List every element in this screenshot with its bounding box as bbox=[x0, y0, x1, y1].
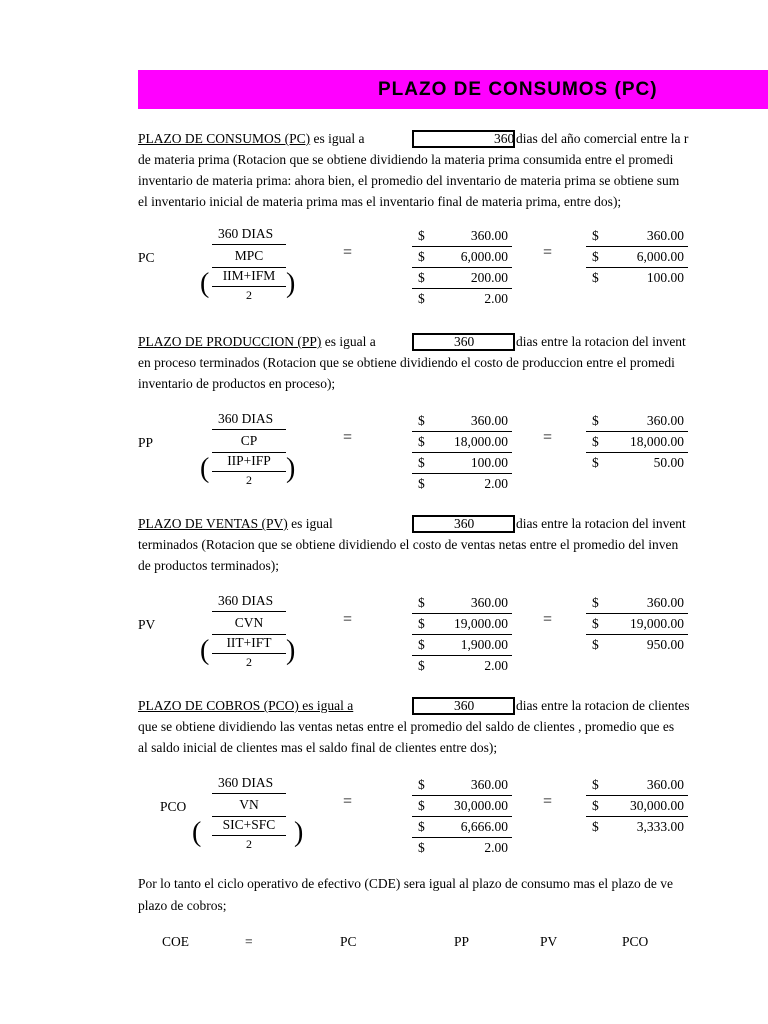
currency-symbol: $ bbox=[592, 434, 599, 449]
days-input-box[interactable] bbox=[412, 130, 515, 148]
currency-symbol: $ bbox=[592, 616, 599, 631]
value-number: 200.00 bbox=[470, 270, 508, 285]
equals-sign-1: = bbox=[343, 429, 353, 446]
formula-frac-num: SIC+SFC bbox=[222, 817, 276, 832]
fraction-bar-low bbox=[212, 835, 286, 836]
value-cell bbox=[418, 411, 508, 431]
value-cell bbox=[418, 817, 508, 837]
title-banner bbox=[138, 70, 768, 109]
formula-days: 360 DIAS bbox=[218, 775, 274, 790]
formula-days: 360 DIAS bbox=[218, 226, 274, 241]
currency-symbol: $ bbox=[418, 434, 425, 449]
col1-rule-3 bbox=[412, 473, 512, 474]
section-text-line: el inventario inicial de materia prima mas el inventario final de materia prima, entre dos); bbox=[138, 194, 622, 209]
formula-frac-num: IIM+IFM bbox=[222, 268, 276, 283]
value-number: 19,000.00 bbox=[630, 616, 684, 631]
formula-frac-den: 2 bbox=[246, 655, 252, 669]
paren-open: ( bbox=[192, 817, 202, 848]
value-cell bbox=[592, 593, 684, 613]
value-number: 360.00 bbox=[470, 777, 508, 792]
value-cell bbox=[592, 432, 684, 452]
paren-close: ) bbox=[286, 635, 296, 666]
section-text-line: en proceso terminados (Rotacion que se obtiene dividiendo el costo de produccion entre el promedi bbox=[138, 355, 675, 370]
paren-close: ) bbox=[294, 817, 304, 848]
formula-frac-den: 2 bbox=[246, 288, 252, 302]
equals-sign-1: = bbox=[343, 244, 353, 261]
currency-symbol: $ bbox=[592, 228, 599, 243]
final-coe: COE bbox=[162, 934, 189, 949]
section-heading-row bbox=[138, 332, 376, 352]
value-cell bbox=[418, 268, 508, 288]
section-text-line: al saldo inicial de clientes mas el saldo final de clientes entre dos); bbox=[138, 740, 498, 755]
currency-symbol: $ bbox=[592, 595, 599, 610]
col2-rule-2 bbox=[586, 634, 688, 635]
formula-numerator: MPC bbox=[234, 248, 264, 263]
currency-symbol: $ bbox=[418, 413, 425, 428]
days-input-value: 360 bbox=[454, 698, 475, 713]
currency-symbol: $ bbox=[418, 819, 425, 834]
paren-open: ( bbox=[200, 268, 210, 299]
value-number: 2.00 bbox=[484, 840, 508, 855]
value-number: 2.00 bbox=[484, 476, 508, 491]
value-number: 360.00 bbox=[646, 777, 684, 792]
final-equals: = bbox=[245, 934, 253, 949]
value-cell bbox=[418, 432, 508, 452]
value-cell bbox=[418, 289, 508, 309]
value-cell bbox=[418, 226, 508, 246]
section-after-box-text: dias entre la rotacion de clientes bbox=[516, 698, 690, 713]
col2-rule-1 bbox=[586, 613, 688, 614]
value-cell bbox=[418, 838, 508, 858]
value-cell bbox=[592, 775, 684, 795]
currency-symbol: $ bbox=[592, 249, 599, 264]
value-number: 2.00 bbox=[484, 291, 508, 306]
section-heading: PLAZO DE COBROS (PCO) es igual a bbox=[138, 698, 354, 713]
formula-days: 360 DIAS bbox=[218, 593, 274, 608]
section-text-line: de productos terminados); bbox=[138, 558, 279, 573]
equals-sign-2: = bbox=[543, 244, 553, 261]
section-heading-suffix: es igual bbox=[287, 516, 333, 531]
section-text-line: inventario de materia prima: ahora bien, el promedio del inventario de materia prima se obtiene sum bbox=[138, 173, 680, 188]
value-number: 50.00 bbox=[653, 455, 684, 470]
value-cell bbox=[592, 268, 684, 288]
col1-rule-3 bbox=[412, 288, 512, 289]
value-number: 950.00 bbox=[646, 637, 684, 652]
formula-label: PCO bbox=[160, 799, 187, 814]
value-cell bbox=[592, 247, 684, 267]
formula-frac-num: IIT+IFT bbox=[226, 635, 272, 650]
currency-symbol: $ bbox=[418, 658, 425, 673]
col1-rule-3 bbox=[412, 837, 512, 838]
final-pv: PV bbox=[540, 934, 558, 949]
days-input-value: 360 bbox=[454, 516, 475, 531]
fraction-bar-low bbox=[212, 653, 286, 654]
value-number: 360.00 bbox=[646, 228, 684, 243]
value-cell bbox=[418, 635, 508, 655]
formula-frac-den: 2 bbox=[246, 837, 252, 851]
col1-rule-1 bbox=[412, 613, 512, 614]
currency-symbol: $ bbox=[592, 637, 599, 652]
col1-rule-1 bbox=[412, 795, 512, 796]
value-cell bbox=[418, 474, 508, 494]
value-number: 360.00 bbox=[646, 413, 684, 428]
formula-label: PP bbox=[138, 435, 154, 450]
paren-close: ) bbox=[286, 268, 296, 299]
section-heading: PLAZO DE CONSUMOS (PC) bbox=[138, 131, 311, 146]
fraction-bar-low bbox=[212, 471, 286, 472]
value-cell bbox=[418, 247, 508, 267]
conclusion-line-1: Por lo tanto el ciclo operativo de efectivo (CDE) sera igual al plazo de consumo mas el plazo de ve bbox=[138, 876, 673, 891]
value-number: 18,000.00 bbox=[454, 434, 508, 449]
currency-symbol: $ bbox=[418, 270, 425, 285]
value-number: 360.00 bbox=[470, 413, 508, 428]
currency-symbol: $ bbox=[418, 798, 425, 813]
formula-numerator: CVN bbox=[234, 615, 264, 630]
final-pp: PP bbox=[454, 934, 470, 949]
equals-sign-2: = bbox=[543, 793, 553, 810]
value-cell bbox=[418, 796, 508, 816]
currency-symbol: $ bbox=[418, 228, 425, 243]
fraction-bar-top bbox=[212, 429, 286, 430]
formula-label: PV bbox=[138, 617, 156, 632]
section-heading-suffix: es igual a bbox=[310, 131, 365, 146]
value-number: 6,666.00 bbox=[460, 819, 508, 834]
fraction-bar-top bbox=[212, 244, 286, 245]
section-heading-row bbox=[138, 129, 365, 149]
paren-open: ( bbox=[200, 635, 210, 666]
currency-symbol: $ bbox=[592, 455, 599, 470]
section-heading: PLAZO DE PRODUCCION (PP) bbox=[138, 334, 322, 349]
value-cell bbox=[418, 614, 508, 634]
col2-rule-2 bbox=[586, 267, 688, 268]
currency-symbol: $ bbox=[592, 413, 599, 428]
value-number: 1,900.00 bbox=[460, 637, 508, 652]
value-cell bbox=[592, 226, 684, 246]
value-number: 100.00 bbox=[646, 270, 684, 285]
section-after-box-text: dias entre la rotacion del invent bbox=[516, 334, 686, 349]
section-heading: PLAZO DE VENTAS (PV) bbox=[138, 516, 288, 531]
formula-frac-den: 2 bbox=[246, 473, 252, 487]
paren-open: ( bbox=[200, 453, 210, 484]
currency-symbol: $ bbox=[418, 637, 425, 652]
col1-rule-2 bbox=[412, 816, 512, 817]
value-cell bbox=[592, 635, 684, 655]
section-text-line: terminados (Rotacion que se obtiene dividiendo el costo de ventas netas entre el promedio del inven bbox=[138, 537, 679, 552]
currency-symbol: $ bbox=[592, 270, 599, 285]
currency-symbol: $ bbox=[418, 455, 425, 470]
section-after-box-text: dias entre la rotacion del invent bbox=[516, 516, 686, 531]
days-input-value: 360 bbox=[454, 334, 475, 349]
value-cell bbox=[592, 817, 684, 837]
equals-sign-1: = bbox=[343, 611, 353, 628]
currency-symbol: $ bbox=[418, 291, 425, 306]
col1-rule-1 bbox=[412, 431, 512, 432]
col2-rule-1 bbox=[586, 795, 688, 796]
currency-symbol: $ bbox=[592, 777, 599, 792]
days-input-box[interactable] bbox=[412, 697, 515, 715]
formula-numerator: VN bbox=[239, 797, 259, 812]
equals-sign-1: = bbox=[343, 793, 353, 810]
value-cell bbox=[592, 614, 684, 634]
col2-rule-1 bbox=[586, 246, 688, 247]
section-text-line: que se obtiene dividiendo las ventas netas entre el promedio del saldo de clientes , promedio que es bbox=[138, 719, 675, 734]
value-cell bbox=[592, 411, 684, 431]
final-pc: PC bbox=[340, 934, 357, 949]
currency-symbol: $ bbox=[592, 798, 599, 813]
col1-rule-3 bbox=[412, 655, 512, 656]
page-title: PLAZO DE CONSUMOS (PC) bbox=[378, 79, 658, 100]
days-input-box[interactable] bbox=[412, 333, 515, 351]
value-cell bbox=[592, 796, 684, 816]
formula-label: PC bbox=[138, 250, 155, 265]
currency-symbol: $ bbox=[418, 476, 425, 491]
final-pco: PCO bbox=[622, 934, 649, 949]
value-number: 30,000.00 bbox=[454, 798, 508, 813]
col1-rule-1 bbox=[412, 246, 512, 247]
conclusion-line-2: plazo de cobros; bbox=[138, 898, 227, 913]
equals-sign-2: = bbox=[543, 611, 553, 628]
section-heading-row bbox=[138, 696, 353, 716]
currency-symbol: $ bbox=[418, 840, 425, 855]
col1-rule-2 bbox=[412, 267, 512, 268]
fraction-bar-top bbox=[212, 611, 286, 612]
value-cell bbox=[418, 593, 508, 613]
value-number: 6,000.00 bbox=[636, 249, 684, 264]
currency-symbol: $ bbox=[418, 777, 425, 792]
value-number: 19,000.00 bbox=[454, 616, 508, 631]
col1-rule-2 bbox=[412, 634, 512, 635]
equals-sign-2: = bbox=[543, 429, 553, 446]
section-text-line: de materia prima (Rotacion que se obtiene dividiendo la materia prima consumida entre el promedi bbox=[138, 152, 674, 167]
days-input-box[interactable] bbox=[412, 515, 515, 533]
value-number: 360.00 bbox=[646, 595, 684, 610]
currency-symbol: $ bbox=[418, 595, 425, 610]
currency-symbol: $ bbox=[418, 616, 425, 631]
formula-days: 360 DIAS bbox=[218, 411, 274, 426]
section-heading-row bbox=[138, 514, 333, 534]
value-cell bbox=[418, 775, 508, 795]
value-cell bbox=[418, 453, 508, 473]
formula-frac-num: IIP+IFP bbox=[227, 453, 271, 468]
formula-numerator: CP bbox=[240, 433, 258, 448]
value-number: 3,333.00 bbox=[636, 819, 684, 834]
value-number: 18,000.00 bbox=[630, 434, 684, 449]
value-number: 360.00 bbox=[470, 228, 508, 243]
value-number: 360.00 bbox=[470, 595, 508, 610]
value-number: 100.00 bbox=[470, 455, 508, 470]
value-cell bbox=[592, 453, 684, 473]
value-cell bbox=[418, 656, 508, 676]
fraction-bar-top bbox=[212, 793, 286, 794]
fraction-bar-low bbox=[212, 286, 286, 287]
currency-symbol: $ bbox=[592, 819, 599, 834]
section-heading-suffix: es igual a bbox=[321, 334, 376, 349]
currency-symbol: $ bbox=[418, 249, 425, 264]
value-number: 30,000.00 bbox=[630, 798, 684, 813]
value-number: 2.00 bbox=[484, 658, 508, 673]
col1-rule-2 bbox=[412, 452, 512, 453]
section-after-box-text: dias del año comercial entre la r bbox=[516, 131, 689, 146]
col2-rule-1 bbox=[586, 431, 688, 432]
col2-rule-2 bbox=[586, 816, 688, 817]
paren-close: ) bbox=[286, 453, 296, 484]
col2-rule-2 bbox=[586, 452, 688, 453]
section-text-line: inventario de productos en proceso); bbox=[138, 376, 336, 391]
days-input-value: 360 bbox=[494, 131, 515, 146]
value-number: 6,000.00 bbox=[460, 249, 508, 264]
